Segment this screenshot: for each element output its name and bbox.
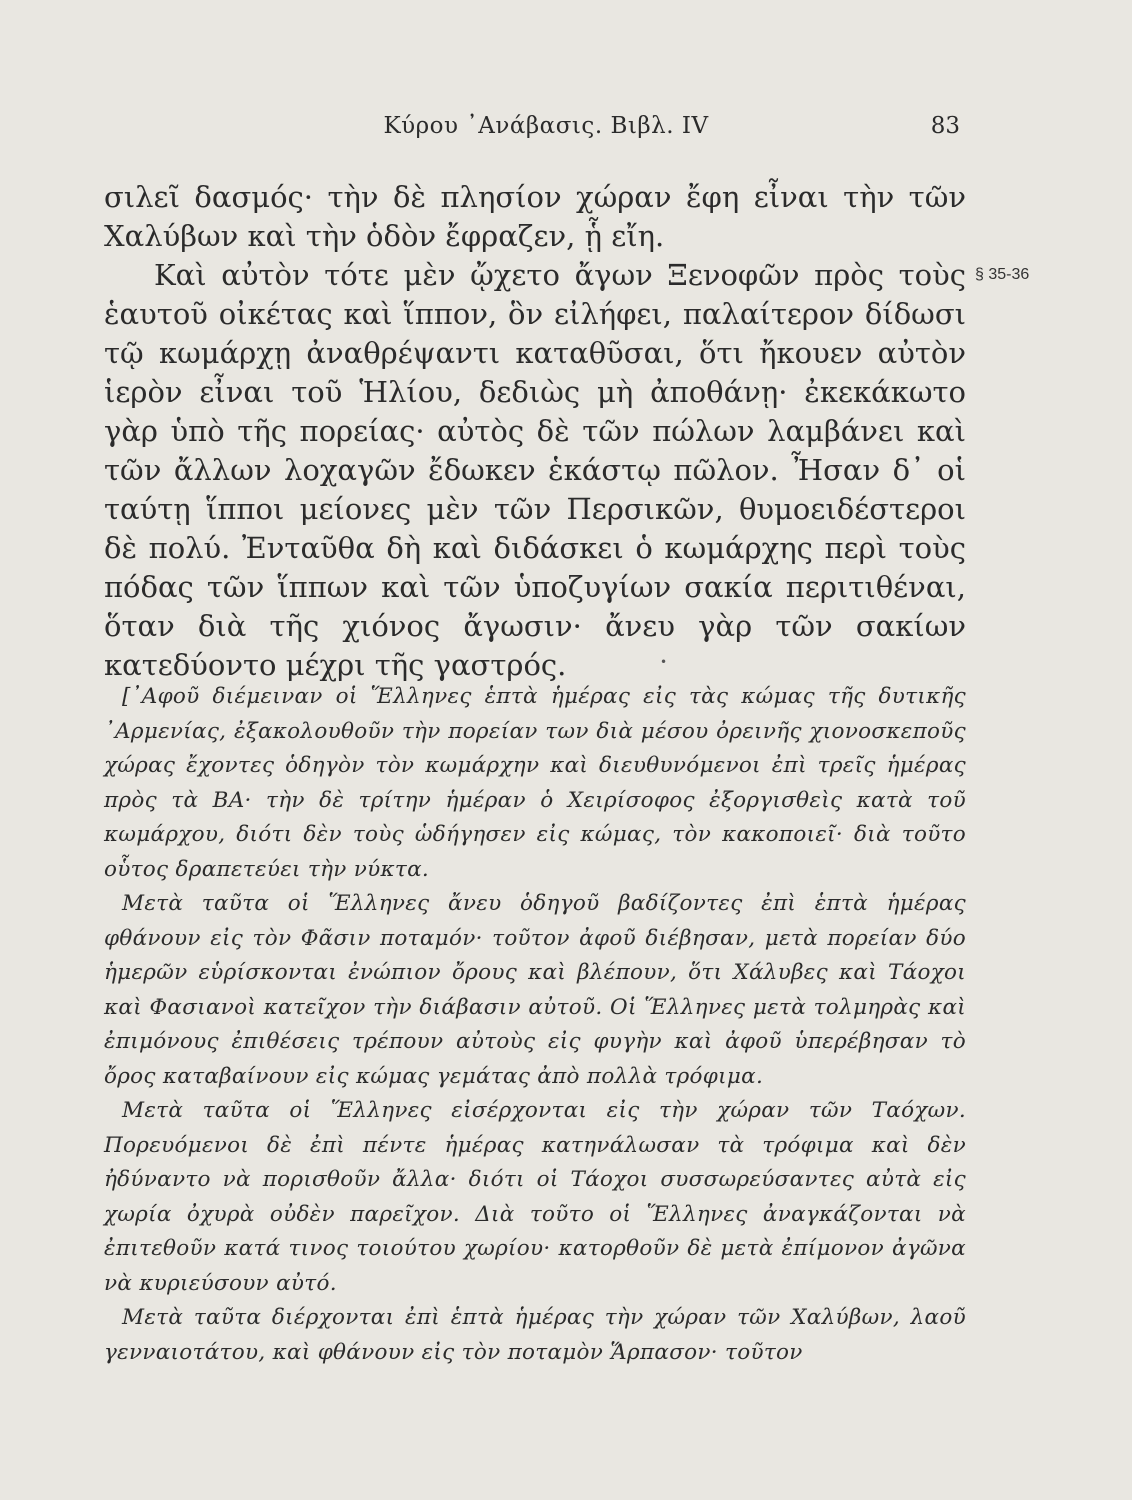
main-text	[104, 178, 966, 685]
section-reference: § 35-36	[975, 266, 1030, 283]
page-number: 83	[930, 113, 960, 139]
summary-text	[104, 680, 966, 1370]
summary-paragraph-4: Μετὰ ταῦτα διέρχονται ἐπὶ ἑπτὰ ἡμέρας τὴν χώραν τῶν Χαλύβων, λαοῦ γενναιοτάτου, καὶ φθάνουν εἰς τὸν ποταμὸν Ἅρπασον· τοῦτον	[104, 1305, 966, 1365]
summary-paragraph-3: Μετὰ ταῦτα οἱ Ἕλληνες εἰσέρχονται εἰς τὴν χώραν τῶν Ταόχων. Πορευόμενοι δὲ ἐπὶ πέντε ἡμέρας κατηνάλωσαν τὰ τρόφιμα καὶ δὲν ἠδύναντο νὰ πορισθοῦν ἄλλα· διότι οἱ Τάοχοι συσσωρεύσαντες αὐτὰ εἰς χωρία ὀχυρὰ οὐδὲν παρεῖχον. Διὰ τοῦτο οἱ Ἕλληνες ἀναγκάζονται νὰ ἐπιτεθοῦν κατά τινος τοιούτου χωρίου· κατορθοῦν δὲ μετὰ ἐπίμονον ἀγῶνα νὰ κυριεύσουν αὐτό.	[104, 1098, 966, 1296]
summary-paragraph-1: [᾿Αφοῦ διέμειναν οἱ Ἕλληνες ἑπτὰ ἡμέρας εἰς τὰς κώμας τῆς δυτικῆς ᾿Αρμενίας, ἐξακολουθοῦν τὴν πορείαν των διὰ μέσου ὀρεινῆς χιονοσκεποῦς χώρας ἔχοντες ὁδηγὸν τὸν κωμάρχην καὶ διευθυνόμενοι ἐπὶ τρεῖς ἡμέρας πρὸς τὰ ΒΑ· τὴν δὲ τρίτην ἡμέραν ὁ Χειρίσοφος ἐξοργισθεὶς κατὰ τοῦ κωμάρχου, διότι δὲν τοὺς ὡδήγησεν εἰς κώμας, τὸν κακοποιεῖ· διὰ τοῦτο οὗτος δραπετεύει τὴν νύκτα.	[104, 684, 966, 882]
separator-mark: •	[660, 655, 668, 669]
running-title: Κύρου ᾿Ανάβασις. Βιβλ. IV	[383, 113, 709, 139]
main-paragraph-2: Καὶ αὐτὸν τότε μὲν ᾤχετο ἄγων Ξενοφῶν πρὸς τοὺς ἑαυτοῦ οἰκέτας καὶ ἵππον, ὃν εἰλήφει, παλαίτερον δίδωσι τῷ κωμάρχῃ ἀναθρέψαντι καταθῦσαι, ὅτι ἤκουεν αὐτὸν ἱερὸν εἶναι τοῦ Ἡλίου, δεδιὼς μὴ ἀποθάνῃ· ἐκεκάκωτο γὰρ ὑπὸ τῆς πορείας· αὐτὸς δὲ τῶν πώλων λαμβάνει καὶ τῶν ἄλλων λοχαγῶν ἔδωκεν ἑκάστῳ πῶλον. Ἦσαν δ᾿ οἱ ταύτῃ ἵπποι μείονες μὲν τῶν Περσικῶν, θυμοειδέστεροι δὲ πολύ. Ἐνταῦθα δὴ καὶ διδάσκει ὁ κωμάρχης περὶ τοὺς πόδας τῶν ἵππων καὶ τῶν ὑποζυγίων σακία περιτιθέναι, ὅταν διὰ τῆς χιόνος ἄγωσιν· ἄνευ γὰρ τῶν σακίων κατεδύοντο μέχρι τῆς γαστρός.	[104, 258, 966, 682]
main-paragraph-1: σιλεῖ δασμός· τὴν δὲ πλησίον χώραν ἔφη εἶναι τὴν τῶν Χαλύβων καὶ τὴν ὁδὸν ἔφραζεν, ᾗ εἴη.	[104, 180, 966, 253]
summary-paragraph-2: Μετὰ ταῦτα οἱ Ἕλληνες ἄνευ ὁδηγοῦ βαδίζοντες ἐπὶ ἑπτὰ ἡμέρας φθάνουν εἰς τὸν Φᾶσιν ποταμόν· τοῦτον ἀφοῦ διέβησαν, μετὰ πορείαν δύο ἡμερῶν εὑρίσκονται ἐνώπιον ὄρους καὶ βλέπουν, ὅτι Χάλυβες καὶ Τάοχοι καὶ Φασιανοὶ κατεῖχον τὴν διάβασιν αὐτοῦ. Οἱ Ἕλληνες μετὰ τολμηρὰς καὶ ἐπιμόνους ἐπιθέσεις τρέπουν αὐτοὺς εἰς φυγὴν καὶ ἀφοῦ ὑπερέβησαν τὸ ὄρος καταβαίνουν εἰς κώμας γεμάτας ἀπὸ πολλὰ τρόφιμα.	[104, 891, 966, 1089]
running-header	[130, 113, 962, 147]
